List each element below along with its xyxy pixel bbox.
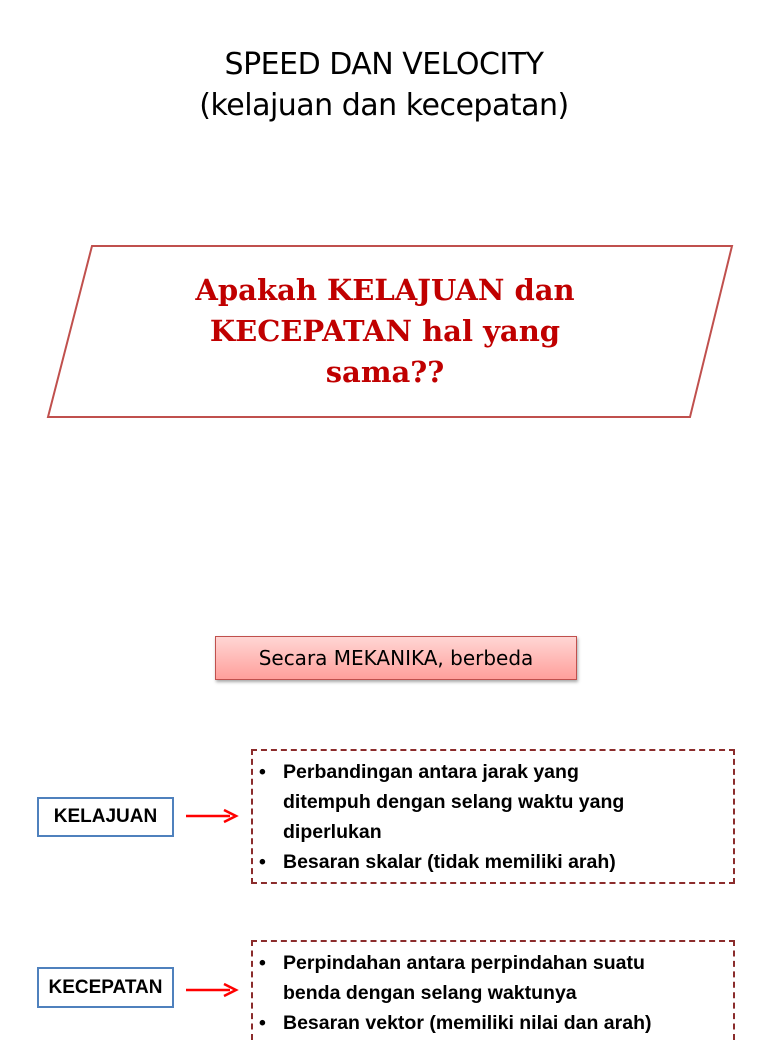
question-line-3: sama?? [325,355,445,389]
definition-bullet [259,1008,733,1038]
term-box-kelajuan: KELAJUAN [37,797,174,837]
definition-bullet [259,948,733,1008]
bullet-line: • Perpindahan antara perpindahan suatu [283,952,645,974]
definition-bullet [259,757,733,847]
question-line-2: KECEPATAN hal yang [209,314,561,348]
question-line-1: Apakah KELAJUAN dan [195,273,575,307]
definition-box-kelajuan [251,749,735,884]
bullet-line: • Besaran vektor (memiliki nilai dan arah) [283,1012,652,1034]
definition-box-kecepatan [251,940,735,1040]
bullet-line: • Besaran skalar (tidak memiliki arah) [283,851,616,873]
bullet-line: • Perbandingan antara jarak yang [283,761,579,783]
arrow-right-icon [184,806,242,826]
bullet-line: diperlukan [283,821,382,843]
term-box-kecepatan: KECEPATAN [37,967,174,1008]
bullet-line: benda dengan selang waktunya [283,982,577,1004]
definition-bullet [259,847,733,877]
bullet-line: ditempuh dengan selang waktu yang [283,791,625,813]
mechanics-label-box: Secara MEKANIKA, berbeda [215,636,577,680]
title-line-2: (kelajuan dan kecepatan) [199,88,569,123]
question-text [110,270,660,393]
arrow-right-icon [184,980,242,1000]
slide-title [0,44,768,126]
title-line-1: SPEED DAN VELOCITY [224,47,544,82]
